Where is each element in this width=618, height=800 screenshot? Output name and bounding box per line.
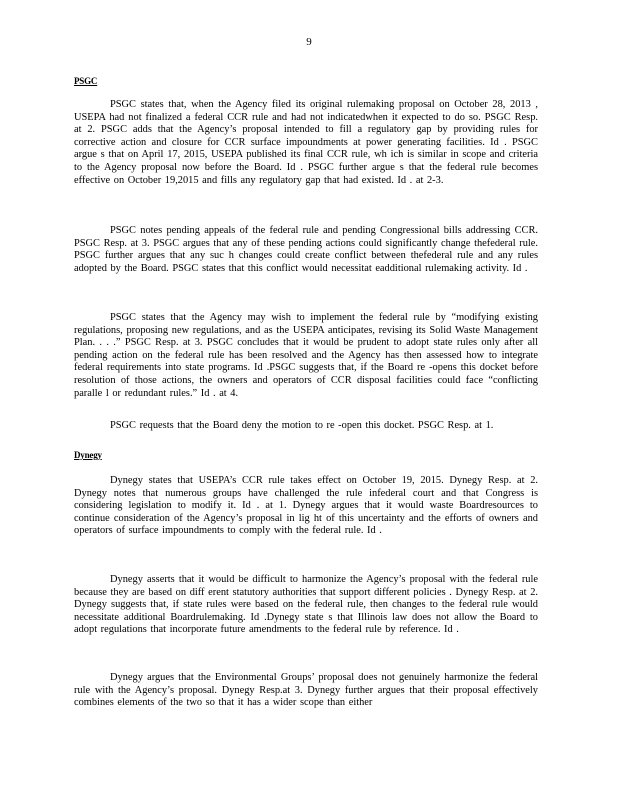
paragraph-psgc-3: PSGC states that the Agency may wish to implement the federal rule by “modifying existing regulations, proposing new regulations, and as the USEPA anticipates, revising its Solid Waste Management Plan. . . .” PSGC Resp. at 3. PSGC concludes that it would be prudent to adopt state rules only after all pending action on the federal rule has been resolved and the Agency has then assessed how to integrate federal requirements into state programs. Id .PSGC suggests that, if the Board re -opens this docket before resolution of those actions, the owners and operators of CCR disposal facilities could face “conflicting paralle l or redundant rules.” Id . at 4.	[74, 312, 538, 399]
page-number: 9	[306, 36, 312, 48]
paragraph-psgc-4: PSGC requests that the Board deny the motion to re -open this docket. PSGC Resp. at 1.	[110, 420, 494, 431]
section-heading-dynegy: Dynegy	[74, 450, 102, 460]
paragraph-dynegy-1: Dynegy states that USEPA’s CCR rule takes effect on October 19, 2015. Dynegy Resp. at 2. Dynegy notes that numerous groups have challenged the rule infederal court and that Congress is considering legislation to modify it. Id . at 1. Dynegy argues that it would waste Boardresources to continue consideration of the Agency’s proposal in lig ht of this uncertainty and the efforts of owners and operators of surface impoundments to comply with the federal rule. Id .	[74, 475, 538, 537]
paragraph-psgc-1: PSGC states that, when the Agency filed its original rulemaking proposal on October 28, 2013 , USEPA had not finalized a federal CCR rule and had not indicatedwhen it expected to do so. PSGC Resp. at 2. PSGC adds that the Agency’s proposal intended to fill a regulatory gap by providing rules for corrective action and closure for CCR surface impoundments at power generating facilities. Id . PSGC argue s that on April 17, 2015, USEPA published its final CCR rule, wh ich is similar in scope and criteria to the Agency proposal now before the Board. Id . PSGC further argue s that the federal rule becomes effective on October 19,2015 and fills any regulatory gap that had existed. Id . at 2-3.	[74, 99, 538, 186]
section-heading-psgc: PSGC	[74, 76, 98, 86]
paragraph-dynegy-3: Dynegy argues that the Environmental Groups’ proposal does not genuinely harmonize the federal rule with the Agency’s proposal. Dynegy Resp.at 3. Dynegy further argues that their proposal effectively combines elements of the two so that it has a wider scope than either	[74, 672, 538, 709]
paragraph-psgc-2: PSGC notes pending appeals of the federal rule and pending Congressional bills addressing CCR. PSGC Resp. at 3. PSGC argues that any of these pending actions could significantly change thefederal rule. PSGC further argues that any suc h changes could create conflict between thefederal rule and any rules adopted by the Board. PSGC states that this conflict would necessitat eadditional rulemaking activity. Id .	[74, 225, 538, 274]
paragraph-dynegy-2: Dynegy asserts that it would be difficult to harmonize the Agency’s proposal with the federal rule because they are based on diff erent statutory authorities that support different policies . Dynegy Resp. at 2. Dynegy suggests that, if state rules were based on the federal rule, then changes to the federal rule would necessitate additional Boardrulemaking. Id .Dynegy state s that Illinois law does not allow the Board to adopt regulations that incorporate future amendments to the federal rule by reference. Id .	[74, 574, 538, 636]
